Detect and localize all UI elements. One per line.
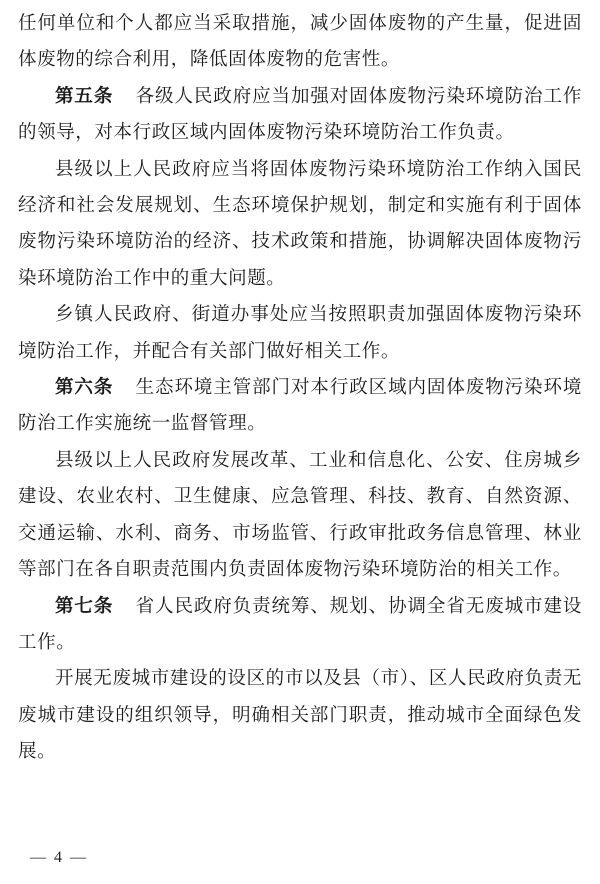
document-page [18,6,582,771]
paragraph-text: 县级以上人民政府应当将固体废物污染环境防治工作纳入国民经济和社会发展规划、生态环境保护规划，制定和实施有利于固体废物污染环境防治的经济、技术政策和措施，协调解决固体废物污染环境防治工作中的重大问题。 [18,158,582,289]
article-label: 第七条 [55,595,114,617]
paragraph-article-7 [18,589,582,662]
paragraph-3 [18,152,582,298]
paragraph-text: 开展无废城市建设的设区的市以及县（市）、区人民政府负责无废城市建设的组织领导，明确相关部门职责，推动城市全面绿色发展。 [18,668,582,763]
paragraph-text: 生态环境主管部门对本行政区域内固体废物污染环境防治工作实施统一监督管理。 [18,377,582,435]
page-number: — 4 — [30,849,88,866]
paragraph-1 [18,6,582,79]
paragraph-8 [18,661,582,770]
paragraph-text: 乡镇人民政府、街道办事处应当按照职责加强固体废物污染环境防治工作，并配合有关部门做好相关工作。 [18,304,582,362]
paragraph-6 [18,443,582,589]
paragraph-text: 各级人民政府应当加强对固体废物污染环境防治工作的领导，对本行政区域内固体废物污染环境防治工作负责。 [18,85,582,144]
paragraph-text: 省人民政府负责统筹、规划、协调全省无废城市建设工作。 [18,595,582,653]
paragraph-article-5 [18,79,582,152]
paragraph-text: 县级以上人民政府发展改革、工业和信息化、公安、住房城乡建设、农业农村、卫生健康、应急管理、科技、教育、自然资源、交通运输、水利、商务、市场监管、行政审批政务信息管理、林业等部门在各自职责范围内负责固体废物污染环境防治的相关工作。 [18,449,582,581]
paragraph-text: 任何单位和个人都应当采取措施，减少固体废物的产生量，促进固体废物的综合利用，降低固体废物的危害性。 [18,13,582,71]
article-label: 第五条 [55,85,114,107]
article-label: 第六条 [55,377,114,399]
paragraph-4 [18,297,582,370]
paragraph-article-6 [18,370,582,443]
